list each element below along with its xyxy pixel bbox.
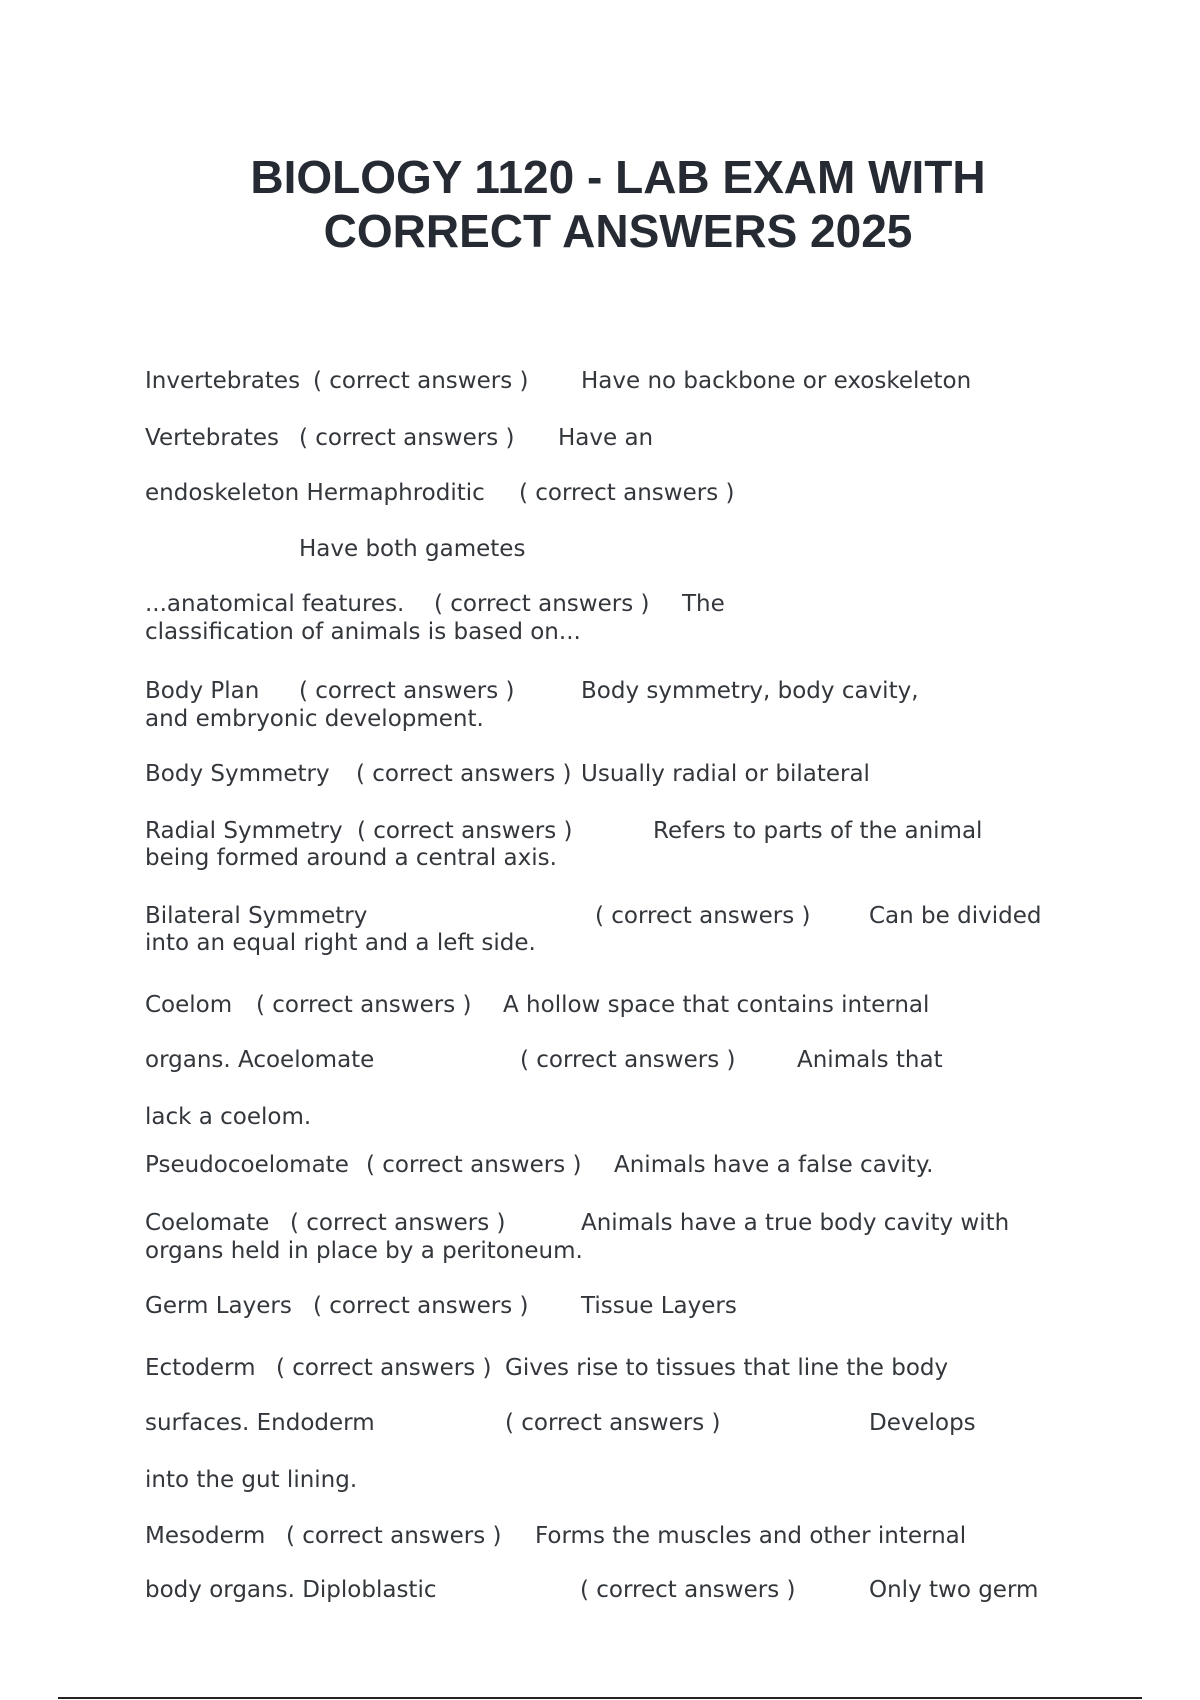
- term-text: Bilateral Symmetry: [145, 903, 368, 929]
- term-text: Radial Symmetry: [145, 818, 343, 844]
- answer-text: Have an: [558, 425, 654, 451]
- answer-marker: ( correct answers ): [356, 761, 572, 787]
- answer-marker: ( correct answers ): [520, 1047, 736, 1073]
- term-text: Pseudocoelomate: [145, 1152, 349, 1178]
- answer-marker: ( correct answers ): [434, 591, 650, 617]
- answer-continuation: and embryonic development.: [145, 706, 484, 732]
- answer-text: Can be divided: [869, 903, 1042, 929]
- term-text: endoskeleton Hermaphroditic: [145, 480, 485, 506]
- answer-marker: ( correct answers ): [299, 425, 515, 451]
- term-text: Vertebrates: [145, 425, 280, 451]
- term-text: Body Plan: [145, 678, 260, 704]
- answer-text: Body symmetry, body cavity,: [581, 678, 919, 704]
- answer-text: Usually radial or bilateral: [581, 761, 870, 787]
- answer-marker: ( correct answers ): [505, 1410, 721, 1436]
- answer-continuation: being formed around a central axis.: [145, 845, 557, 871]
- term-text: Coelom: [145, 992, 233, 1018]
- answer-text: Have no backbone or exoskeleton: [581, 368, 972, 394]
- term-text: body organs. Diploblastic: [145, 1577, 437, 1603]
- term-text: ...anatomical features.: [145, 591, 405, 617]
- answer-marker: ( correct answers ): [519, 480, 735, 506]
- answer-text: Have both gametes: [299, 536, 526, 562]
- answer-text: The: [682, 591, 725, 617]
- term-text: Body Symmetry: [145, 761, 330, 787]
- answer-marker: ( correct answers ): [276, 1355, 492, 1381]
- answer-marker: ( correct answers ): [256, 992, 472, 1018]
- answer-text: Only two germ: [869, 1577, 1039, 1603]
- term-text: surfaces. Endoderm: [145, 1410, 375, 1436]
- answer-continuation: classification of animals is based on...: [145, 619, 581, 645]
- answer-marker: ( correct answers ): [299, 678, 515, 704]
- term-text: lack a coelom.: [145, 1104, 312, 1130]
- answer-continuation: organs held in place by a peritoneum.: [145, 1238, 583, 1264]
- answer-text: Animals have a true body cavity with: [581, 1210, 1010, 1236]
- term-text: Coelomate: [145, 1210, 270, 1236]
- answer-text: Develops: [869, 1410, 976, 1436]
- answer-marker: ( correct answers ): [595, 903, 811, 929]
- answer-text: Forms the muscles and other internal: [535, 1523, 967, 1549]
- answer-continuation: into an equal right and a left side.: [145, 930, 536, 956]
- answer-text: Refers to parts of the animal: [653, 818, 983, 844]
- page-title: [0, 150, 1200, 258]
- term-text: into the gut lining.: [145, 1467, 358, 1493]
- answer-text: Gives rise to tissues that line the body: [505, 1355, 949, 1381]
- bottom-rule: [58, 1697, 1142, 1699]
- term-text: organs. Acoelomate: [145, 1047, 375, 1073]
- answer-text: Tissue Layers: [581, 1293, 737, 1319]
- term-text: Germ Layers: [145, 1293, 292, 1319]
- answer-marker: ( correct answers ): [357, 818, 573, 844]
- answer-marker: ( correct answers ): [580, 1577, 796, 1603]
- answer-marker: ( correct answers ): [286, 1523, 502, 1549]
- answer-marker: ( correct answers ): [313, 368, 529, 394]
- answer-text: A hollow space that contains internal: [503, 992, 930, 1018]
- answer-text: Animals have a false cavity.: [614, 1152, 934, 1178]
- answer-marker: ( correct answers ): [290, 1210, 506, 1236]
- term-text: Invertebrates: [145, 368, 301, 394]
- title-line-1: BIOLOGY 1120 - LAB EXAM WITH: [250, 151, 986, 203]
- answer-text: Animals that: [797, 1047, 943, 1073]
- term-text: Ectoderm: [145, 1355, 256, 1381]
- term-text: Mesoderm: [145, 1523, 266, 1549]
- answer-marker: ( correct answers ): [366, 1152, 582, 1178]
- title-line-2: CORRECT ANSWERS 2025: [323, 205, 913, 257]
- answer-marker: ( correct answers ): [313, 1293, 529, 1319]
